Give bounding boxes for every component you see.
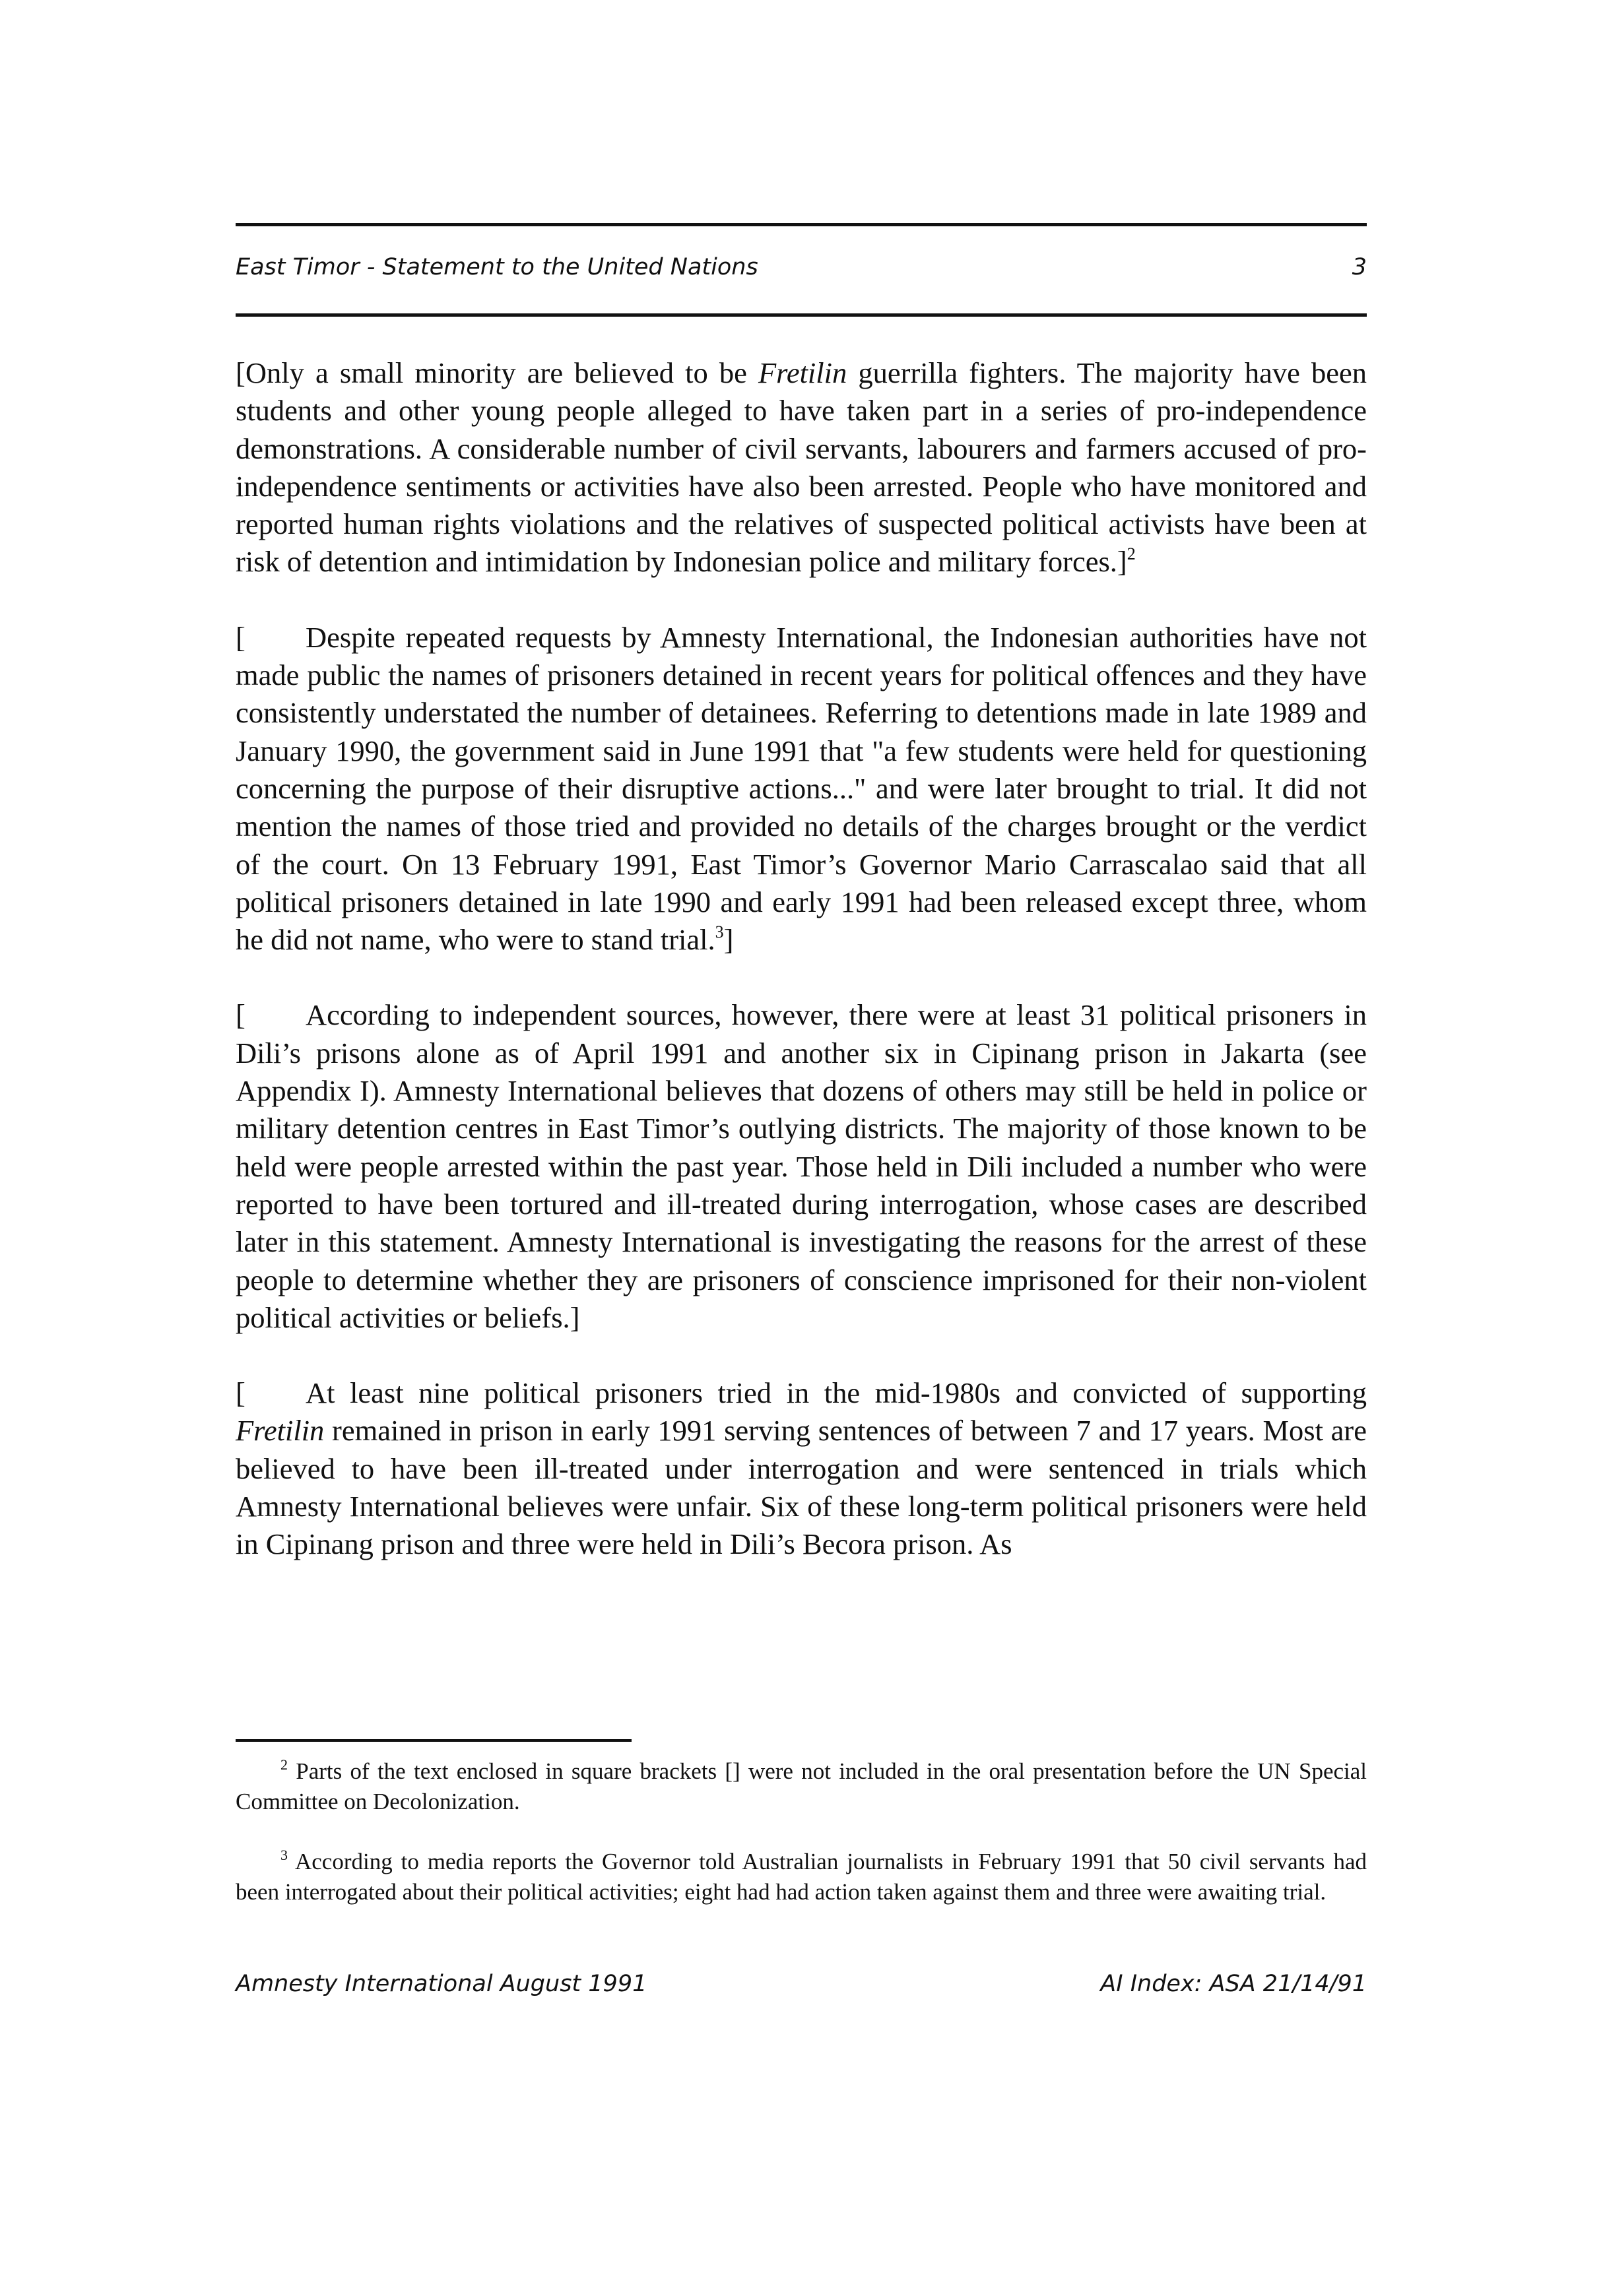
footnote-text: According to media reports the Governor told Australian journalists in February 1991 that 50 civil servants had been interrogated about their political activities; eight had had action taken against them and three were awaiting trial. — [236, 1849, 1367, 1905]
footer-index: AI Index: ASA 21/14/91 — [1100, 1971, 1367, 1997]
paragraph-text: remained in prison in early 1991 serving sentences of between 7 and 17 years. Most are believed to have been ill-treated under interrogation and were sentenced in trials which Amnesty International believes were unfair. Six of these long-term political prisoners were held in Cipinang prison and three were held in Dili’s Becora prison. As — [236, 1414, 1367, 1561]
footer-publisher-date: Amnesty International August 1991 — [236, 1971, 647, 1997]
running-footer — [236, 1971, 1367, 2004]
page-number: 3 — [1352, 254, 1367, 280]
header-title: East Timor - Statement to the United Nations — [236, 254, 758, 280]
open-bracket: [ — [236, 1376, 246, 1410]
footnote — [236, 1756, 1367, 1817]
footnote-number: 3 — [280, 1847, 288, 1863]
paragraph — [236, 354, 1367, 581]
footnote-reference[interactable]: 2 — [1127, 544, 1136, 564]
body-text — [236, 354, 1367, 1601]
header-top-rule — [236, 223, 1367, 226]
paragraph-text: At least nine political prisoners tried in the mid-1980s and convicted of supporting — [306, 1376, 1367, 1410]
footnote-number: 2 — [280, 1756, 288, 1773]
italic-term: Fretilin — [236, 1414, 325, 1448]
italic-term: Fretilin — [758, 356, 847, 389]
footnotes — [236, 1756, 1367, 1937]
paragraph — [236, 996, 1367, 1337]
open-bracket: [ — [236, 998, 246, 1032]
footnote — [236, 1847, 1367, 1907]
paragraph — [236, 1374, 1367, 1563]
footnote-text: Parts of the text enclosed in square brackets [] were not included in the oral presentation before the UN Special Committee on Decolonization. — [236, 1758, 1367, 1814]
header-bottom-rule — [236, 313, 1367, 317]
paragraph-text: According to independent sources, however, there were at least 31 political prisoners in Dili’s prisons alone as of April 1991 and another six in Cipinang prison in Jakarta (see Appendix I). Amnesty International believes that dozens of others may still be held in police or military detention centres in East Timor’s outlying districts. The majority of those known to be held were people arrested within the past year. Those held in Dili included a number who were reported to have been tortured and ill-treated during interrogation, whose cases are described later in this statement. Amnesty International is investigating the reasons for the arrest of these people to determine whether they are prisoners of conscience imprisoned for their non-violent political activities or beliefs.] — [236, 998, 1367, 1334]
paragraph — [236, 619, 1367, 959]
footnote-separator — [236, 1739, 632, 1742]
footnote-reference[interactable]: 3 — [715, 922, 724, 942]
open-bracket: [ — [236, 620, 246, 654]
paragraph-text: Despite repeated requests by Amnesty International, the Indonesian authorities have not made public the names of prisoners detained in recent years for political offences and they have consistently understated the number of detainees. Referring to detentions made in late 1989 and January 1990, the government said in June 1991 that "a few students were held for questioning concerning the purpose of their disruptive actions..." and were later brought to trial. It did not mention the names of those tried and provided no details of the charges brought or the verdict of the court. On 13 February 1991, East Timor’s Governor Mario Carrascalao said that all political prisoners detained in late 1990 and early 1991 had been released except three, whom he did not name, who were to stand trial. — [236, 620, 1367, 957]
running-header — [236, 254, 1367, 287]
close-bracket: ] — [723, 923, 734, 957]
paragraph-text: guerrilla fighters. The majority have been students and other young people alleged to have taken part in a series of pro-independence demonstrations. A considerable number of civil servants, labourers and farmers accused of pro-independence sentiments or activities have also been arrested. People who have monitored and reported human rights violations and the relatives of suspected political activists have been at risk of detention and intimidation by Indonesian police and military forces.] — [236, 356, 1367, 579]
paragraph-text: [Only a small minority are believed to be — [236, 356, 758, 389]
